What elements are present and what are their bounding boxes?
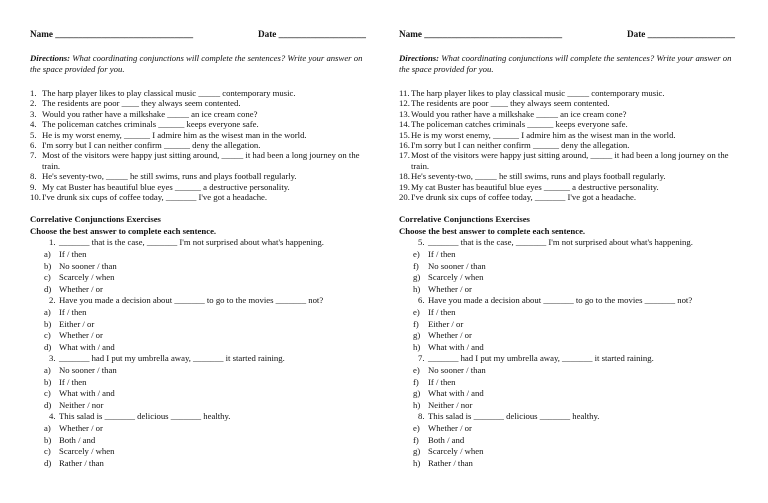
option-letter: d) — [44, 457, 52, 468]
answer-option — [399, 249, 744, 261]
question-number: 2. — [30, 98, 37, 109]
question-text: Most of the visitors were happy just sitting around, _____ it had been a long journey on the train. — [411, 150, 729, 171]
option-letter: g) — [413, 272, 421, 283]
question-number: 2. — [49, 295, 56, 306]
answer-option — [399, 319, 744, 331]
option-letter: g) — [413, 446, 421, 457]
answer-option — [399, 261, 744, 273]
answer-option — [30, 284, 375, 296]
answer-option — [30, 261, 375, 273]
option-letter: e) — [413, 365, 420, 375]
option-text: No sooner / than — [428, 365, 486, 375]
correlative-questions — [399, 237, 744, 469]
correlative-question — [399, 295, 744, 307]
question-text: _______ that is the case, _______ I'm not surprised about what's happening. — [59, 237, 324, 248]
option-letter: g) — [413, 330, 421, 341]
question-number: 14. — [399, 119, 410, 130]
question-number: 12. — [399, 98, 410, 109]
question-text: My cat Buster has beautiful blue eyes ______ a destructive personality. — [42, 181, 290, 192]
coordinating-questions — [30, 88, 375, 202]
question-item — [30, 192, 375, 202]
option-letter: a) — [44, 422, 51, 433]
answer-option — [30, 249, 375, 261]
option-text: If / then — [59, 376, 87, 387]
question-text: _______ had I put my umbrella away, _______ it started raining. — [428, 353, 654, 364]
option-text: Whether / or — [428, 283, 472, 294]
option-text: What with / and — [428, 341, 484, 352]
question-text: He is my worst enemy, ______ I admire him as the wisest man in the world. — [411, 129, 676, 140]
question-text: Have you made a decision about _______ to go to the movies _______ not? — [428, 295, 693, 306]
option-letter: h) — [413, 457, 421, 468]
question-number: 16. — [399, 140, 410, 151]
question-item — [30, 119, 375, 129]
question-item — [399, 171, 744, 181]
option-text: What with / and — [59, 341, 115, 352]
date-field: Date ___________________ — [627, 29, 735, 39]
answer-option — [399, 446, 744, 458]
question-text: Have you made a decision about _______ to go to the movies _______ not? — [59, 295, 324, 306]
question-number: 4. — [30, 119, 37, 130]
correlative-question — [399, 411, 744, 423]
option-letter: b) — [44, 318, 52, 329]
option-text: If / then — [428, 249, 456, 260]
answer-option — [30, 272, 375, 284]
answer-option — [30, 319, 375, 331]
question-item — [399, 182, 744, 192]
question-number: 5. — [418, 237, 425, 248]
question-number: 4. — [49, 411, 56, 422]
answer-option — [30, 458, 375, 470]
option-text: What with / and — [59, 388, 115, 399]
question-number: 11. — [399, 88, 410, 98]
option-text: Neither / nor — [59, 399, 104, 410]
directions-label: Directions: — [30, 53, 71, 63]
option-text: Whether / or — [428, 330, 472, 341]
option-text: Both / and — [59, 434, 96, 445]
answer-option — [399, 423, 744, 435]
option-text: Both / and — [428, 434, 465, 445]
question-number: 8. — [418, 411, 425, 422]
answer-option — [399, 330, 744, 342]
option-letter: a) — [44, 307, 51, 318]
question-item — [30, 130, 375, 140]
question-item — [30, 88, 375, 98]
option-letter: c) — [44, 272, 51, 283]
option-text: Whether / or — [59, 283, 103, 294]
option-text: Whether / or — [428, 422, 472, 433]
option-letter: h) — [413, 283, 421, 294]
option-text: Scarcely / when — [59, 272, 115, 283]
question-item — [30, 98, 375, 108]
coordinating-questions — [399, 88, 744, 202]
question-text: Most of the visitors were happy just sitting around, _____ it had been a long journey on the train. — [42, 150, 360, 171]
option-text: Scarcely / when — [59, 446, 115, 457]
option-letter: b) — [44, 434, 52, 445]
option-letter: f) — [413, 376, 419, 387]
name-field: Name ______________________________ — [399, 29, 563, 39]
option-letter: c) — [44, 446, 51, 457]
question-number: 13. — [399, 108, 410, 119]
question-text: _______ had I put my umbrella away, _______ it started raining. — [59, 353, 285, 364]
answer-option — [399, 307, 744, 319]
question-text: Would you rather have a milkshake _____ an ice cream cone? — [42, 108, 258, 119]
question-item — [399, 109, 744, 119]
question-number: 6. — [30, 140, 37, 151]
question-text: The policeman catches criminals ______ keeps everyone safe. — [42, 119, 259, 130]
correlative-question — [30, 353, 375, 365]
option-letter: f) — [413, 260, 419, 271]
option-letter: b) — [44, 260, 52, 271]
option-text: Neither / nor — [428, 399, 473, 410]
question-number: 7. — [30, 150, 37, 161]
answer-option — [30, 307, 375, 319]
question-number: 8. — [30, 171, 37, 182]
header — [30, 29, 375, 43]
option-letter: f) — [413, 318, 419, 329]
option-text: If / then — [428, 307, 456, 318]
correlative-question — [30, 295, 375, 307]
question-text: The harp player likes to play classical music _____ contemporary music. — [411, 88, 665, 98]
question-number: 5. — [30, 129, 37, 140]
question-text: The residents are poor ____ they always seem contented. — [411, 98, 610, 109]
question-number: 1. — [49, 237, 56, 248]
answer-option — [399, 342, 744, 354]
answer-option — [399, 365, 744, 377]
question-item — [399, 88, 744, 98]
option-letter: d) — [44, 283, 52, 294]
question-number: 19. — [399, 181, 410, 192]
question-item — [399, 98, 744, 108]
name-field: Name ______________________________ — [30, 29, 194, 39]
option-text: If / then — [428, 376, 456, 387]
answer-option — [30, 446, 375, 458]
option-text: Rather / than — [59, 457, 104, 468]
option-text: Scarcely / when — [428, 272, 484, 283]
correlative-questions — [30, 237, 375, 469]
question-item — [399, 192, 744, 202]
date-field: Date ___________________ — [258, 29, 366, 39]
question-number: 9. — [30, 181, 37, 192]
section-heading — [30, 214, 375, 237]
option-text: Either / or — [59, 318, 95, 329]
directions-text: What coordinating conjunctions will complete the sentences? Write your answer on the space provided for you. — [399, 53, 732, 74]
question-text: The harp player likes to play classical music _____ contemporary music. — [42, 88, 296, 98]
question-text: He is my worst enemy, ______ I admire him as the wisest man in the world. — [42, 129, 307, 140]
answer-option — [30, 388, 375, 400]
section-title: Correlative Conjunctions Exercises — [399, 214, 530, 225]
directions — [30, 53, 375, 74]
option-text: Rather / than — [428, 457, 473, 468]
question-text: The policeman catches criminals ______ keeps everyone safe. — [411, 119, 628, 130]
question-text: I've drunk six cups of coffee today, _______ I've got a headache. — [411, 192, 637, 203]
option-text: Whether / or — [59, 422, 103, 433]
answer-option — [399, 458, 744, 470]
answer-option — [399, 400, 744, 412]
option-text: Scarcely / when — [428, 446, 484, 457]
question-item — [399, 150, 744, 171]
question-text: I'm sorry but I can neither confirm ______ deny the allegation. — [42, 140, 261, 151]
directions-text: What coordinating conjunctions will complete the sentences? Write your answer on the space provided for you. — [30, 53, 363, 74]
option-letter: c) — [44, 388, 51, 399]
option-text: If / then — [59, 307, 87, 318]
answer-option — [30, 423, 375, 435]
option-letter: a) — [44, 365, 51, 375]
answer-option — [30, 330, 375, 342]
question-item — [30, 150, 375, 171]
answer-option — [399, 284, 744, 296]
question-number: 6. — [418, 295, 425, 306]
question-item — [399, 140, 744, 150]
option-letter: b) — [44, 376, 52, 387]
question-item — [30, 171, 375, 181]
question-number: 10. — [30, 192, 41, 203]
option-letter: e) — [413, 249, 420, 260]
question-item — [399, 130, 744, 140]
option-text: No sooner / than — [428, 260, 486, 271]
answer-option — [30, 342, 375, 354]
question-number: 17. — [399, 150, 410, 161]
question-item — [30, 140, 375, 150]
question-text: He's seventy-two, _____ he still swims, runs and plays football regularly. — [411, 171, 666, 182]
question-text: The residents are poor ____ they always seem contented. — [42, 98, 241, 109]
answer-option — [30, 377, 375, 389]
option-letter: e) — [413, 422, 420, 433]
question-number: 1. — [30, 88, 37, 98]
option-letter: h) — [413, 399, 421, 410]
question-item — [30, 109, 375, 119]
answer-option — [399, 435, 744, 447]
question-number: 18. — [399, 171, 410, 182]
section-instruction: Choose the best answer to complete each sentence. — [30, 225, 217, 236]
option-text: What with / and — [428, 388, 484, 399]
question-item — [30, 182, 375, 192]
answer-option — [30, 365, 375, 377]
option-letter: d) — [44, 399, 52, 410]
question-number: 3. — [30, 108, 37, 119]
section-heading — [399, 214, 744, 237]
option-text: No sooner / than — [59, 260, 117, 271]
directions-label: Directions: — [399, 53, 440, 63]
correlative-question — [30, 237, 375, 249]
section-title: Correlative Conjunctions Exercises — [30, 214, 161, 225]
option-letter: g) — [413, 388, 421, 399]
left-column — [30, 29, 375, 469]
answer-option — [399, 388, 744, 400]
question-number: 7. — [418, 353, 425, 364]
correlative-question — [399, 237, 744, 249]
option-text: If / then — [59, 249, 87, 260]
option-text: Whether / or — [59, 330, 103, 341]
header — [399, 29, 744, 43]
question-text: Would you rather have a milkshake _____ an ice cream cone? — [411, 108, 627, 119]
option-letter: h) — [413, 341, 421, 352]
option-text: Either / or — [428, 318, 464, 329]
correlative-question — [399, 353, 744, 365]
option-letter: c) — [44, 330, 51, 341]
question-number: 3. — [49, 353, 56, 364]
answer-option — [30, 435, 375, 447]
question-text: My cat Buster has beautiful blue eyes ______ a destructive personality. — [411, 181, 659, 192]
question-item — [399, 119, 744, 129]
right-column — [399, 29, 744, 469]
question-text: He's seventy-two, _____ he still swims, runs and plays football regularly. — [42, 171, 297, 182]
question-text: I've drunk six cups of coffee today, _______ I've got a headache. — [42, 192, 268, 203]
option-letter: a) — [44, 249, 51, 260]
answer-option — [30, 400, 375, 412]
question-text: This salad is _______ delicious _______ healthy. — [428, 411, 600, 422]
question-text: I'm sorry but I can neither confirm ______ deny the allegation. — [411, 140, 630, 151]
question-text: This salad is _______ delicious _______ healthy. — [59, 411, 231, 422]
section-instruction: Choose the best answer to complete each sentence. — [399, 225, 586, 236]
answer-option — [399, 377, 744, 389]
directions — [399, 53, 744, 74]
option-letter: f) — [413, 434, 419, 445]
answer-option — [399, 272, 744, 284]
correlative-question — [30, 411, 375, 423]
question-number: 15. — [399, 129, 410, 140]
question-number: 20. — [399, 192, 410, 203]
option-text: No sooner / than — [59, 365, 117, 375]
question-text: _______ that is the case, _______ I'm not surprised about what's happening. — [428, 237, 693, 248]
option-letter: d) — [44, 341, 52, 352]
option-letter: e) — [413, 307, 420, 318]
